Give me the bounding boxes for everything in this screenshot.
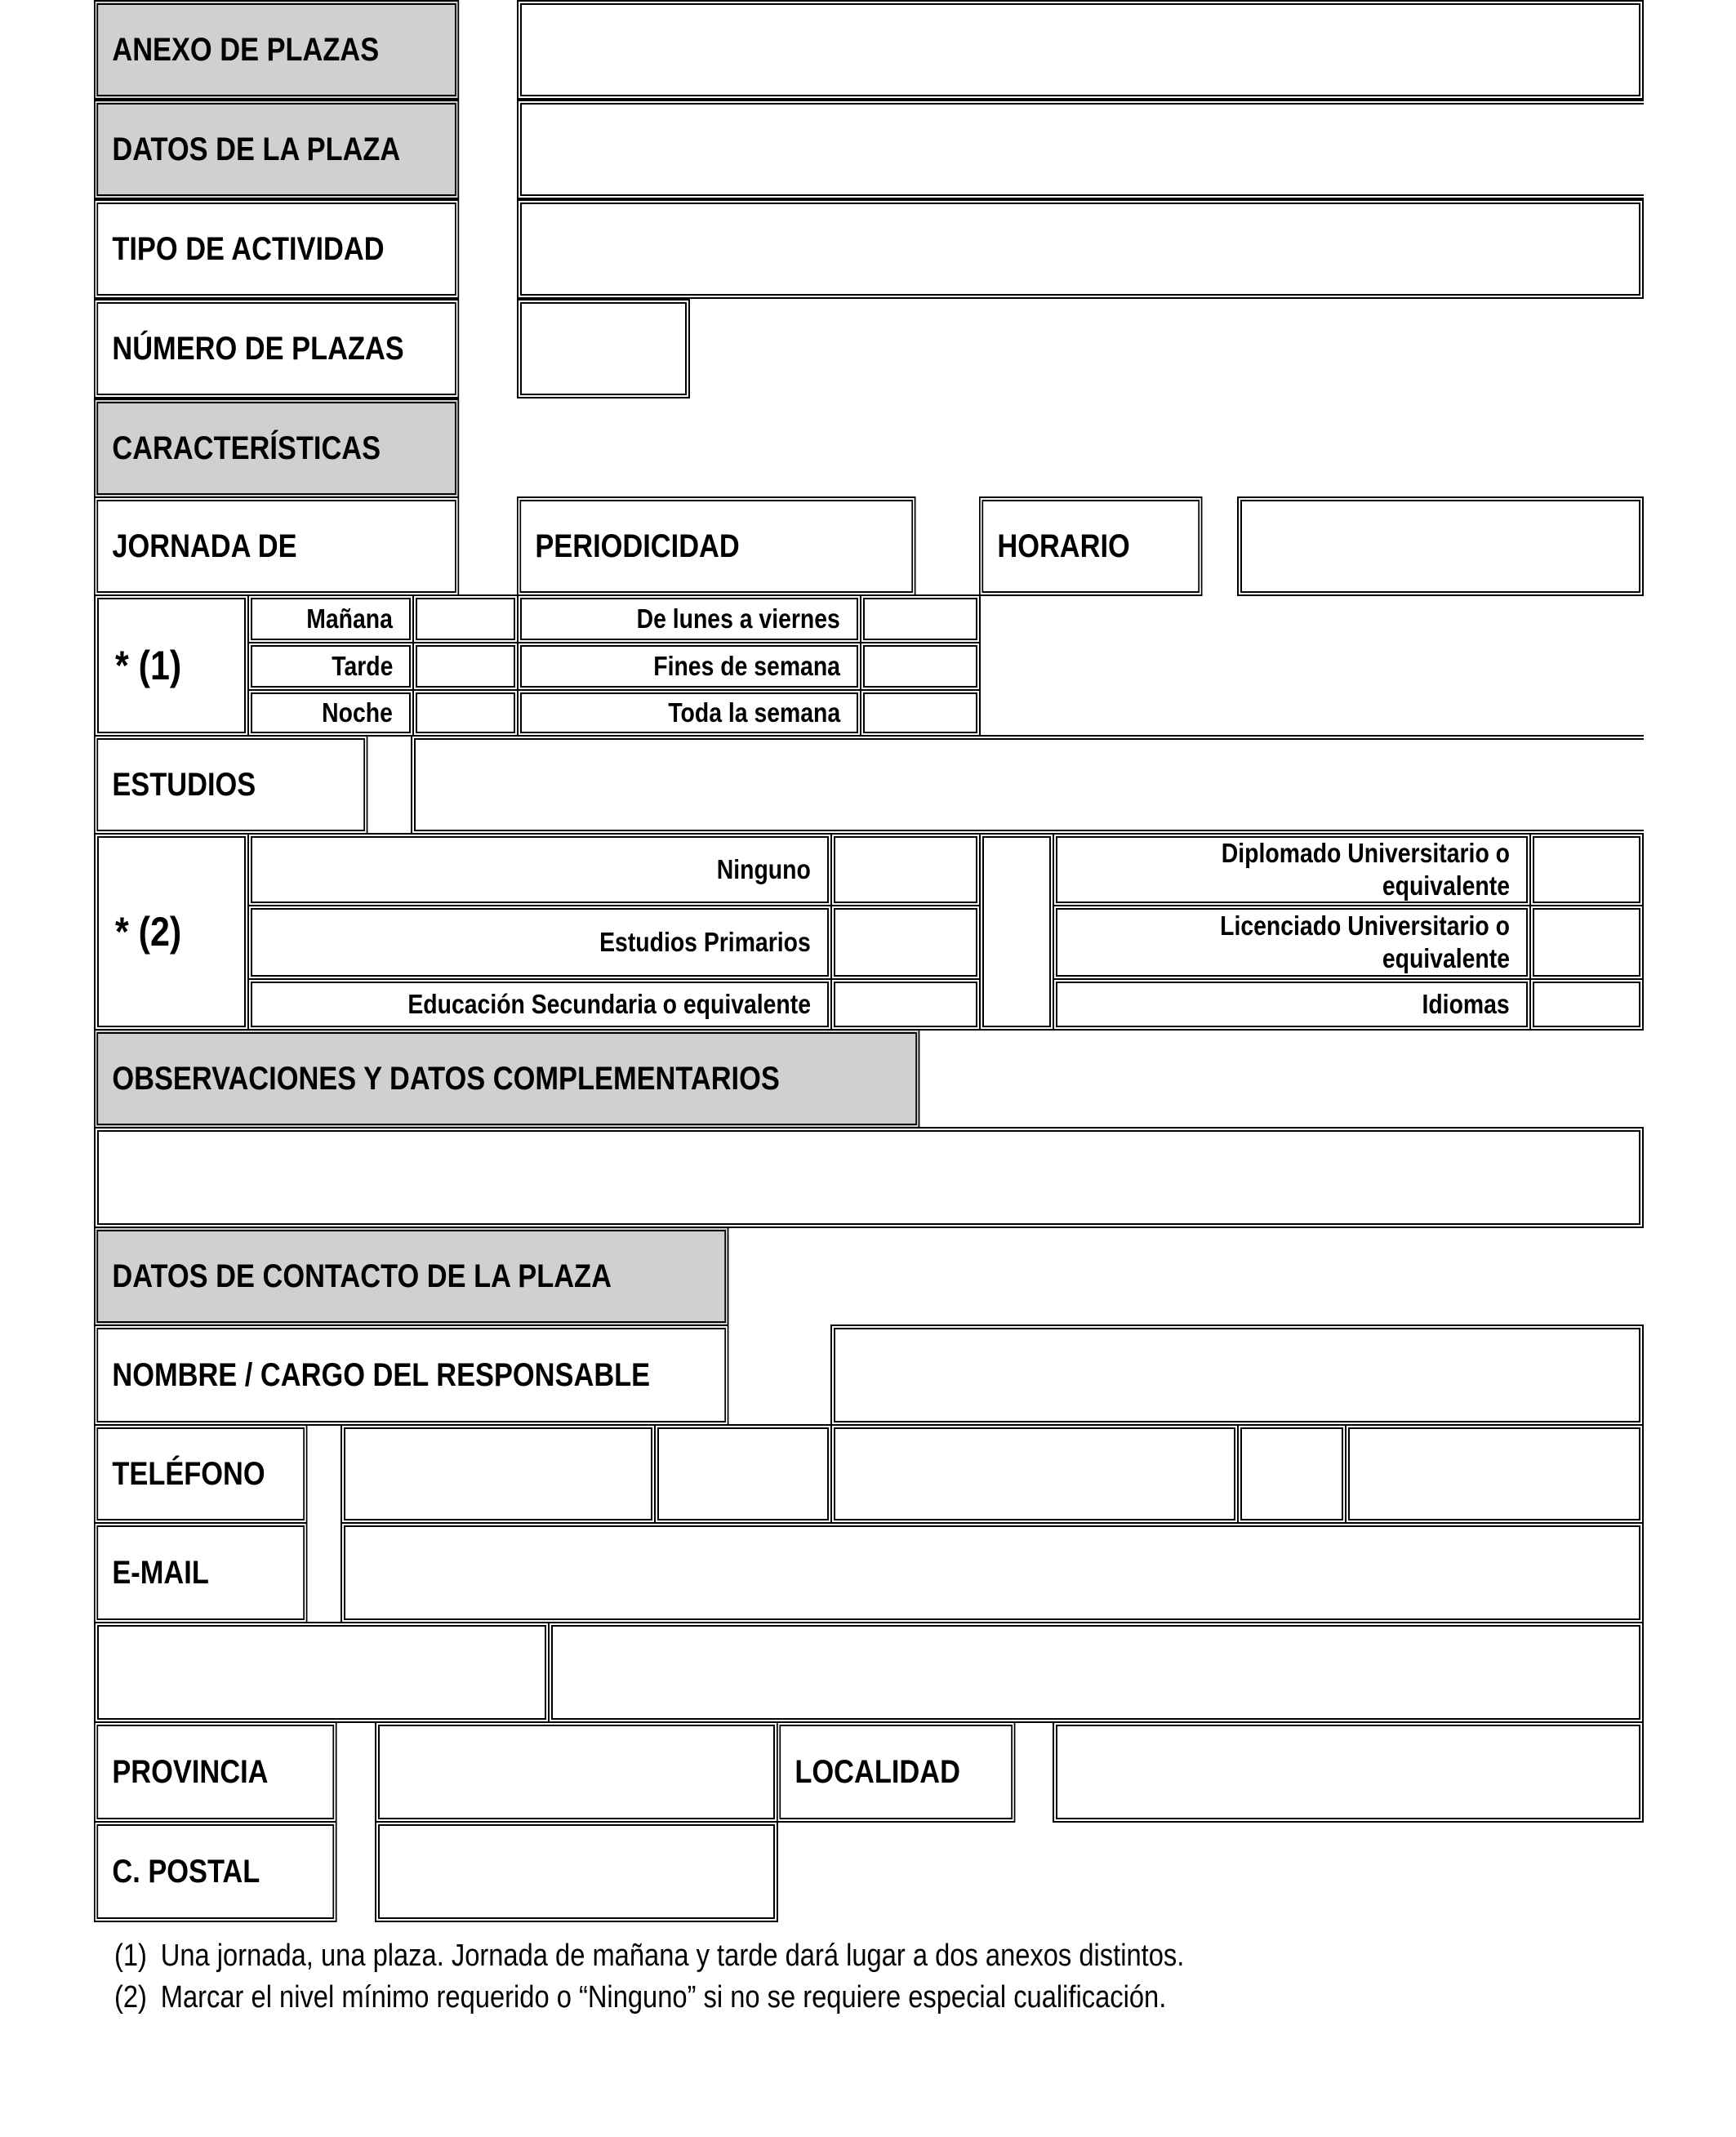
periodicidad-lunes-viernes-checkbox[interactable] — [860, 594, 981, 643]
estudios-note-marker: * (2) — [94, 833, 249, 1031]
estudios-idiomas-checkbox[interactable] — [1529, 978, 1644, 1031]
footnote-1-number: (1) — [114, 1939, 147, 1973]
observaciones-label: OBSERVACIONES Y DATOS COMPLEMENTARIOS — [94, 1029, 919, 1129]
telefono-field-5[interactable] — [1345, 1424, 1644, 1524]
telefono-field-1[interactable] — [341, 1424, 656, 1524]
footnote-2 — [114, 1980, 1166, 2015]
periodicidad-toda-semana-checkbox[interactable] — [860, 689, 981, 737]
jornada-tarde-label: Tarde — [247, 642, 414, 691]
estudios-secundaria-checkbox[interactable] — [830, 978, 981, 1031]
telefono-label: TELÉFONO — [94, 1424, 307, 1524]
estudios-secundaria-label: Educación Secundaria o equivalente — [247, 978, 832, 1031]
tipo-actividad-label: TIPO DE ACTIVIDAD — [94, 199, 459, 299]
estudios-licenciado-label: Licenciado Universitario o equivalente — [1053, 905, 1531, 980]
datos-contacto-label: DATOS DE CONTACTO DE LA PLAZA — [94, 1227, 728, 1326]
nombre-cargo-field[interactable] — [830, 1324, 1644, 1426]
datos-plaza-field[interactable] — [517, 100, 1644, 199]
horario-label: HORARIO — [979, 496, 1202, 596]
jornada-manana-label: Mañana — [247, 594, 414, 643]
horario-field[interactable] — [1237, 496, 1644, 596]
localidad-label: LOCALIDAD — [777, 1721, 1015, 1823]
estudios-label: ESTUDIOS — [94, 735, 367, 835]
datos-plaza-label: DATOS DE LA PLAZA — [94, 100, 459, 199]
footnote-2-number: (2) — [114, 1980, 147, 2015]
periodicidad-toda-semana-label: Toda la semana — [517, 689, 861, 737]
telefono-field-2[interactable] — [654, 1424, 832, 1524]
jornada-manana-checkbox[interactable] — [412, 594, 519, 643]
periodicidad-fines-semana-checkbox[interactable] — [860, 642, 981, 691]
footnote-1-text: Una jornada, una plaza. Jornada de mañana y tarde dará lugar a dos anexos distintos. — [160, 1939, 1185, 1973]
footnote-1 — [114, 1939, 1184, 1974]
estudios-idiomas-label: Idiomas — [1053, 978, 1531, 1031]
estudios-licenciado-checkbox[interactable] — [1529, 905, 1644, 980]
tipo-actividad-field[interactable] — [517, 199, 1644, 299]
blank-field-left[interactable] — [94, 1622, 550, 1723]
nombre-cargo-label: NOMBRE / CARGO DEL RESPONSABLE — [94, 1324, 728, 1426]
periodicidad-label: PERIODICIDAD — [517, 496, 915, 596]
anexo-plazas-label: ANEXO DE PLAZAS — [94, 0, 459, 100]
jornada-noche-label: Noche — [247, 689, 414, 737]
blank-field-right[interactable] — [548, 1622, 1644, 1723]
numero-plazas-label: NÚMERO DE PLAZAS — [94, 299, 459, 398]
provincia-label: PROVINCIA — [94, 1721, 337, 1823]
estudios-diplomado-label: Diplomado Universitario o equivalente — [1053, 833, 1531, 906]
anexo-plazas-field[interactable] — [517, 0, 1644, 100]
estudios-primarios-checkbox[interactable] — [830, 905, 981, 980]
codigo-postal-field[interactable] — [375, 1821, 778, 1922]
email-field[interactable] — [341, 1522, 1644, 1623]
telefono-field-4[interactable] — [1237, 1424, 1347, 1524]
observaciones-field[interactable] — [94, 1127, 1644, 1228]
estudios-spacer-column — [979, 833, 1054, 1031]
jornada-noche-checkbox[interactable] — [412, 689, 519, 737]
footnote-2-text: Marcar el nivel mínimo requerido o “Ninguno” si no se requiere especial cualificación. — [160, 1980, 1167, 2015]
estudios-primarios-label: Estudios Primarios — [247, 905, 832, 980]
telefono-field-3[interactable] — [830, 1424, 1239, 1524]
jornada-tarde-checkbox[interactable] — [412, 642, 519, 691]
email-label: E-MAIL — [94, 1522, 307, 1623]
jornada-de-label: JORNADA DE — [94, 496, 459, 596]
caracteristicas-label: CARACTERÍSTICAS — [94, 398, 459, 498]
provincia-field[interactable] — [375, 1721, 778, 1823]
numero-plazas-field[interactable] — [517, 299, 690, 398]
estudios-ninguno-label: Ninguno — [247, 833, 832, 906]
estudios-ninguno-checkbox[interactable] — [830, 833, 981, 906]
periodicidad-fines-semana-label: Fines de semana — [517, 642, 861, 691]
jornada-note-marker: * (1) — [94, 594, 249, 737]
codigo-postal-label: C. POSTAL — [94, 1821, 337, 1922]
localidad-field[interactable] — [1053, 1721, 1644, 1823]
estudios-diplomado-checkbox[interactable] — [1529, 833, 1644, 906]
periodicidad-lunes-viernes-label: De lunes a viernes — [517, 594, 861, 643]
estudios-field[interactable] — [411, 735, 1644, 835]
